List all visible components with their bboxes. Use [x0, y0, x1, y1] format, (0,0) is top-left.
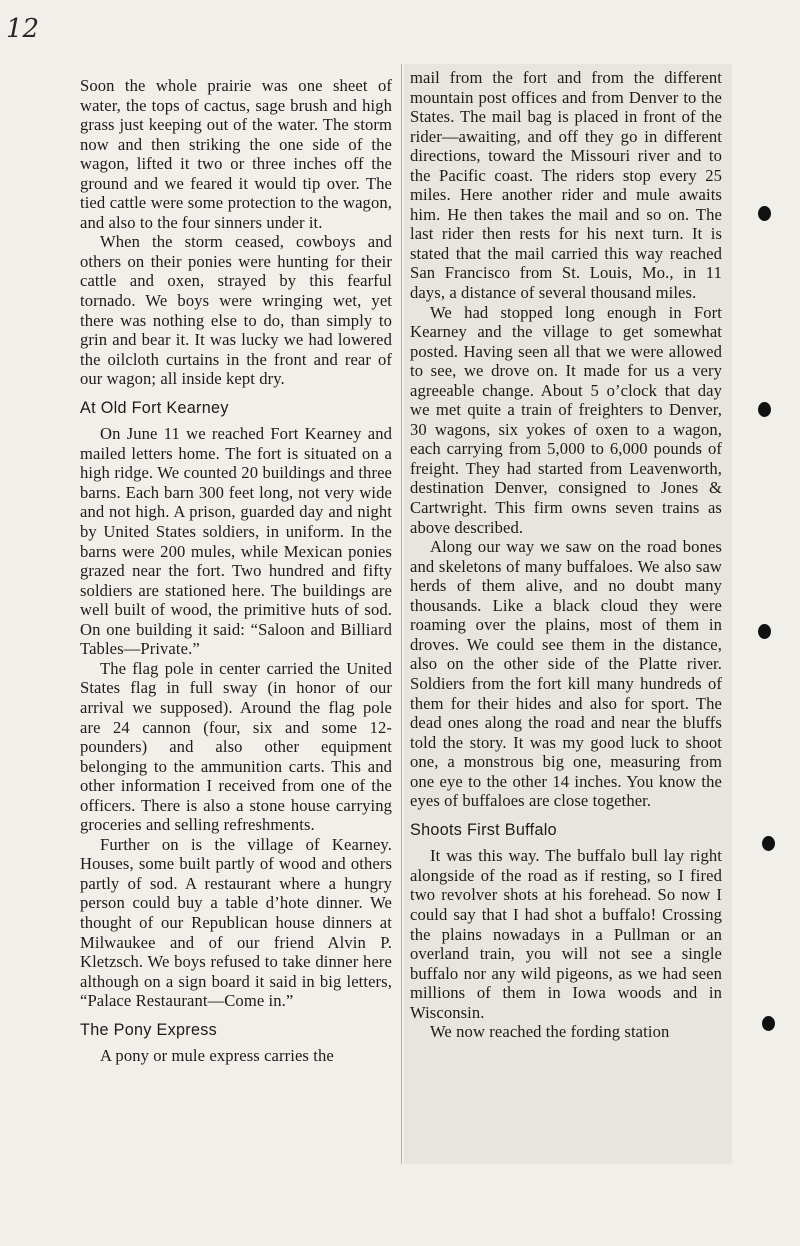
- section-heading-first-buffalo: Shoots First Buffalo: [410, 820, 557, 839]
- right-paragraph-2: We had stopped long enough in Fort Kearney and the village to get somewhat posted. Having seen all that we were allowed to see, we drove on. It made for us a very agreeable change. About 5 o’clock that day we met quite a train of freighters to Denver, 30 wagons, six yokes of oxen to a wagon, each carrying from 5,000 to 6,000 pounds of freight. They had started from Leavenworth, destination Denver, consigned to Jones & Cartwright. This firm owns seven trains as above described.: [410, 302, 722, 537]
- column-divider: [401, 64, 402, 1164]
- right-paragraph-5: We now reached the fording station: [430, 1022, 670, 1042]
- left-paragraph-5: Further on is the village of Kearney. Houses, some built partly of wood and others partly of sod. A restaurant where a hungry person could buy a table d’hote dinner. We thought of our Republican house dinners at Milwaukee and of our friend Alvin P. Kletzsch. We boys refused to take dinner here although on a sign board it said in big letters, “Palace Restaurant—Come in.”: [80, 834, 392, 1011]
- left-paragraph-6: A pony or mule express carries the: [100, 1046, 334, 1066]
- left-column: [80, 76, 392, 1066]
- left-paragraph-1: Soon the whole prairie was one sheet of water, the tops of cactus, sage brush and high grass just keeping out of the water. The storm now and then striking the one side of the wagon, lifted it two or three inches off the ground and we feared it would tip over. The tied cattle were some protection to the wagon, and also to the four sinners under it.: [80, 76, 392, 232]
- left-paragraph-4: The flag pole in center carried the United States flag in full sway (in honor of our arrival we supposed). Around the flag pole are 24 cannon (four, six and some 12-pounders) and also other equipment belonging to the ammunition carts. This and other information I received from one of the officers. There is also a stone house carrying groceries and selling refreshments.: [80, 658, 392, 835]
- binder-hole-icon: [758, 206, 771, 221]
- binder-hole-icon: [762, 836, 775, 851]
- section-heading-pony-express: The Pony Express: [80, 1020, 218, 1039]
- left-paragraph-3: On June 11 we reached Fort Kearney and mailed letters home. The fort is situated on a high ridge. We counted 20 buildings and three barns. Each barn 300 feet long, not very wide and not high. A prison, guarded day and night by United States soldiers, in uniform. In the barns were 200 mules, while Mexican ponies grazed near the fort. Two hundred and fifty soldiers are stationed here. The buildings are well built of wood, the primitive huts of sod. On one building it said: “Saloon and Billiard Tables—Private.”: [80, 424, 392, 659]
- right-paragraph-4: It was this way. The buffalo bull lay right alongside of the road as if resting, so I fired two revolver shots at his forehead. So now I could say that I had shot a buffalo! Crossing the plains nowadays in a Pullman or an overland train, you will not see a single buffalo nor any wild pigeons, as we had seen millions of them in Iowa woods and in Wisconsin.: [410, 846, 722, 1022]
- right-column: [410, 68, 722, 1042]
- binder-hole-icon: [758, 402, 771, 417]
- right-paragraph-1: mail from the fort and from the different mountain post offices and from Denver to the States. The mail bag is placed in front of the rider—awaiting, and off they go in different directions, toward the Missouri river and to the Pacific coast. The riders stop every 25 miles. Here another rider and mule awaits him. He then takes the mail and so on. The last rider then rests for his next turn. It is stated that the mail carried this way reached San Francisco from St. Louis, Mo., in 11 days, a distance of several thousand miles.: [410, 68, 722, 303]
- section-heading-fort-kearney: At Old Fort Kearney: [80, 398, 229, 417]
- right-paragraph-3: Along our way we saw on the road bones and skeletons of many buffaloes. We also saw herds of them alive, and no doubt many thousands. Like a black cloud they were roaming over the plains, most of them in droves. We could see them in the distance, also on the other side of the Platte river. Soldiers from the fort kill many hundreds of them for their hides and also for sport. The dead ones along the road and near the bluffs told the story. It was my good luck to shoot one, a monstrous big one, measuring from one eye to the other 14 inches. You know the eyes of buffaloes are close together.: [410, 537, 722, 811]
- binder-hole-icon: [762, 1016, 775, 1031]
- left-paragraph-2: When the storm ceased, cowboys and others on their ponies were hunting for their cattle and oxen, strayed by this fearful tornado. We boys were wringing wet, yet there was nothing else to do, than simply to grin and bear it. It was lucky we had lowered the oilcloth curtains in the front and rear of our wagon; all inside kept dry.: [80, 232, 392, 389]
- binder-hole-icon: [758, 624, 771, 639]
- page-number: 12: [6, 14, 40, 44]
